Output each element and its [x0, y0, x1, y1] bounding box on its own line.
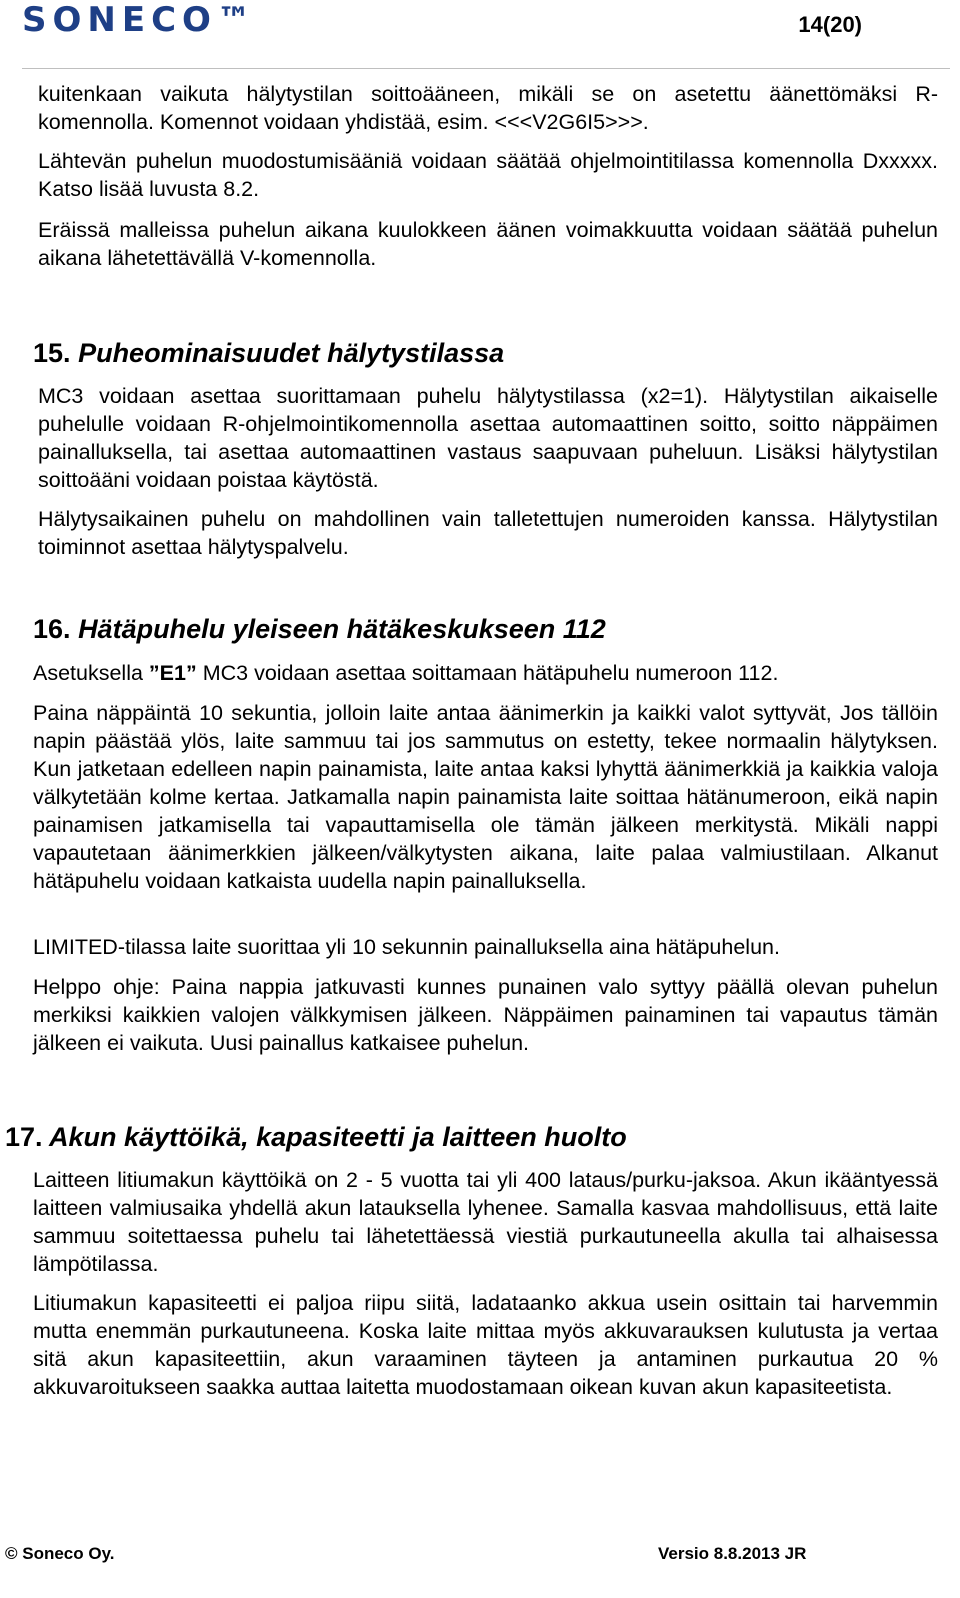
paragraph: Lähtevän puhelun muodostumisääniä voidaan säätää ohjelmointitilassa komennolla Dxxxxx. Katso lisää luvusta 8.2. — [38, 149, 938, 201]
paragraph: Laitteen litiumakun käyttöikä on 2 - 5 vuotta tai yli 400 lataus/purku-jaksoa. Akun ikääntyessä laitteen valmiusaika yhdellä akun latauksella lyhenee. Samalla kasvaa mahdollisuus, että laite sammuu soitettaessa puhelu tai lähetettäessä viestiä purkautuneella akulla tai alhaisessa lämpötilassa. — [33, 1168, 938, 1276]
section-heading-15 — [33, 336, 504, 370]
text-run: Asetuksella — [33, 661, 149, 685]
paragraph: Helppo ohje: Paina nappia jatkuvasti kunnes punainen valo syttyy päällä olevan puhelun merkiksi kaikkien valojen välkkymisen jälkeen. Näppäimen painaminen tai vapautus tämän jälkeen ei vaikuta. Uusi painallus katkaisee puhelun. — [33, 975, 938, 1055]
section-number: 17. — [5, 1122, 43, 1152]
section-title: Akun käyttöikä, kapasiteetti ja laitteen huolto — [49, 1122, 627, 1152]
page-number: 14(20) — [798, 12, 862, 37]
paragraph — [33, 659, 938, 687]
footer-version: Versio 8.8.2013 JR — [658, 1544, 807, 1563]
paragraph: MC3 voidaan asettaa suorittamaan puhelu hälytystilassa (x2=1). Hälytystilan aikaiselle puhelulle voidaan R-ohjelmointikomennolla asettaa automaattinen soitto, soitto näppäimen painalluksella, tai asettaa automaattinen vastaus saapuvaan puheluun. Lisäksi hälytystilan soittoääni voidaan poistaa käytöstä. — [38, 384, 938, 492]
soneco-logo: SONECO™ — [22, 0, 257, 40]
paragraph: kuitenkaan vaikuta hälytystilan soittoääneen, mikäli se on asetettu äänettömäksi R-komennolla. Komennot voidaan yhdistää, esim. <<<V2G6I5>>>. — [38, 82, 938, 134]
page-header — [0, 0, 960, 74]
section-number: 15. — [33, 338, 71, 368]
paragraph: LIMITED-tilassa laite suorittaa yli 10 sekunnin painalluksella aina hätäpuhelun. — [33, 935, 780, 959]
paragraph: Eräissä malleissa puhelun aikana kuulokkeen äänen voimakkuutta voidaan säätää puhelun aikana lähetettävällä V-komennolla. — [38, 218, 938, 270]
paragraph: Hälytysaikainen puhelu on mahdollinen vain talletettujen numeroiden kanssa. Hälytystilan toiminnot asettaa hälytyspalvelu. — [38, 507, 938, 559]
paragraph: Paina näppäintä 10 sekuntia, jolloin laite antaa äänimerkin ja kaikki valot syttyvät, Jos tällöin napin päästää ylös, laite sammuu tai jos sammutus on estetty, tekee normaalin hälytyksen. Kun jatketaan edelleen napin painamista, laite antaa kaksi lyhyttä äänimerkkiä ja kaikkia valoja välkytetään kolme kertaa. Jatkamalla napin painamista laite soittaa hätänumeroon, eikä napin painamisen jatkamisella tai vapauttamisella ole tämän jälkeen merkitystä. Mikäli nappi vapautetaan äänimerkkien jälkeen/välkytysten aikana, laite palaa valmiustilaan. Alkanut hätäpuhelu voidaan katkaista uudella napin painalluksella. — [33, 701, 938, 893]
section-heading-17 — [5, 1120, 627, 1154]
section-number: 16. — [33, 614, 71, 644]
section-heading-16 — [33, 612, 606, 646]
footer-copyright: © Soneco Oy. — [5, 1544, 115, 1563]
paragraph: Litiumakun kapasiteetti ei paljoa riipu siitä, ladataanko akkua usein osittain tai harvemmin mutta enemmän purkautuneena. Koska laite mittaa myös akkuvarauksen kulutusta ja vertaa sitä akun kapasiteettiin, akun varaaminen täyteen ja antaminen purkautua 20 % akkuvaroitukseen saakka auttaa laitetta muodostamaan oikean kuvan akun kapasiteetista. — [33, 1291, 938, 1399]
setting-keyword: ”E1” — [148, 661, 197, 685]
text-run: MC3 voidaan asettaa soittamaan hätäpuhelu numeroon 112. — [196, 661, 779, 685]
section-title: Hätäpuhelu yleiseen hätäkeskukseen 112 — [78, 614, 606, 644]
header-divider — [22, 68, 950, 69]
section-title: Puheominaisuudet hälytystilassa — [78, 338, 505, 368]
